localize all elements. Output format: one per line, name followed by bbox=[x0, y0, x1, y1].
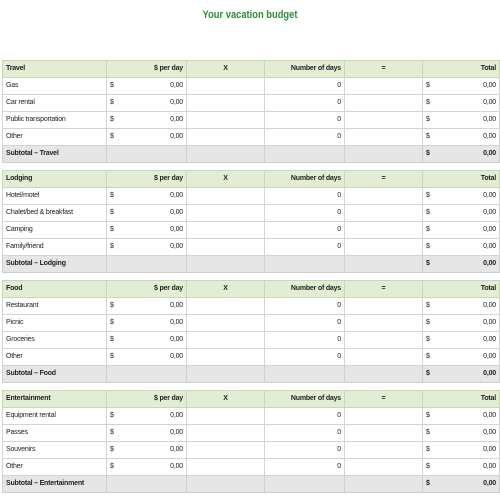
total-value: 0,00 bbox=[483, 226, 496, 233]
equals-header[interactable]: = bbox=[345, 61, 423, 78]
item-label-cell[interactable]: Car rental bbox=[3, 95, 107, 112]
currency-symbol: $ bbox=[426, 99, 430, 106]
subtotal-empty-cell[interactable] bbox=[265, 366, 345, 383]
total-value: 0,00 bbox=[483, 243, 496, 250]
per-day-value: 0,00 bbox=[170, 319, 183, 326]
per-day-cell[interactable] bbox=[107, 95, 187, 112]
times-cell[interactable] bbox=[187, 459, 265, 476]
equals-cell[interactable] bbox=[345, 425, 423, 442]
times-cell[interactable] bbox=[187, 408, 265, 425]
total-header[interactable]: Total bbox=[423, 391, 500, 408]
currency-symbol: $ bbox=[110, 116, 114, 123]
total-cell[interactable] bbox=[423, 425, 500, 442]
table-row bbox=[3, 408, 500, 425]
currency-symbol: $ bbox=[110, 319, 114, 326]
subtotal-empty-cell[interactable] bbox=[187, 476, 265, 493]
per-day-value: 0,00 bbox=[170, 302, 183, 309]
per-day-value: 0,00 bbox=[170, 446, 183, 453]
times-cell[interactable] bbox=[187, 425, 265, 442]
currency-symbol: $ bbox=[110, 209, 114, 216]
currency-symbol: $ bbox=[426, 302, 430, 309]
table-row bbox=[3, 95, 500, 112]
table-row bbox=[3, 315, 500, 332]
currency-symbol: $ bbox=[426, 192, 430, 199]
days-cell[interactable]: 0 bbox=[265, 205, 345, 222]
currency-symbol: $ bbox=[110, 243, 114, 250]
days-header[interactable]: Number of days bbox=[265, 171, 345, 188]
subtotal-value: 0,00 bbox=[483, 480, 496, 487]
per-day-cell[interactable] bbox=[107, 315, 187, 332]
days-cell[interactable]: 0 bbox=[265, 425, 345, 442]
days-header[interactable]: Number of days bbox=[265, 391, 345, 408]
currency-symbol: $ bbox=[110, 336, 114, 343]
equals-cell[interactable] bbox=[345, 442, 423, 459]
per-day-value: 0,00 bbox=[170, 226, 183, 233]
section-header-row bbox=[3, 171, 500, 188]
times-cell[interactable] bbox=[187, 315, 265, 332]
per-day-value: 0,00 bbox=[170, 133, 183, 140]
subtotal-empty-cell[interactable] bbox=[187, 256, 265, 273]
currency-symbol: $ bbox=[426, 446, 430, 453]
table-row bbox=[3, 239, 500, 256]
times-cell[interactable] bbox=[187, 332, 265, 349]
days-header[interactable]: Number of days bbox=[265, 61, 345, 78]
currency-symbol: $ bbox=[110, 446, 114, 453]
item-label-cell[interactable]: Restaurant bbox=[3, 298, 107, 315]
subtotal-empty-cell[interactable] bbox=[265, 256, 345, 273]
currency-symbol: $ bbox=[110, 99, 114, 106]
subtotal-empty-cell[interactable] bbox=[345, 256, 423, 273]
per-day-cell[interactable] bbox=[107, 78, 187, 95]
currency-symbol: $ bbox=[110, 429, 114, 436]
subtotal-empty-cell[interactable] bbox=[265, 476, 345, 493]
table-row bbox=[3, 188, 500, 205]
equals-cell[interactable] bbox=[345, 459, 423, 476]
section-spacer bbox=[3, 163, 500, 171]
equals-cell[interactable] bbox=[345, 95, 423, 112]
table-row bbox=[3, 205, 500, 222]
budget-table bbox=[2, 60, 500, 493]
subtotal-cell[interactable] bbox=[423, 256, 500, 273]
equals-header[interactable]: = bbox=[345, 391, 423, 408]
per-day-value: 0,00 bbox=[170, 412, 183, 419]
total-value: 0,00 bbox=[483, 302, 496, 309]
item-label-cell[interactable]: Passes bbox=[3, 425, 107, 442]
currency-symbol: $ bbox=[426, 116, 430, 123]
currency-symbol: $ bbox=[426, 133, 430, 140]
subtotal-empty-cell[interactable] bbox=[345, 476, 423, 493]
per-day-cell[interactable] bbox=[107, 349, 187, 366]
days-cell[interactable]: 0 bbox=[265, 78, 345, 95]
per-day-cell[interactable] bbox=[107, 459, 187, 476]
section-header-row bbox=[3, 391, 500, 408]
per-day-header[interactable]: $ per day bbox=[107, 171, 187, 188]
days-cell[interactable]: 0 bbox=[265, 222, 345, 239]
total-value: 0,00 bbox=[483, 209, 496, 216]
days-cell[interactable]: 0 bbox=[265, 112, 345, 129]
subtotal-label[interactable]: Subtotal – Travel bbox=[3, 146, 107, 163]
section-name[interactable]: Lodging bbox=[3, 171, 107, 188]
days-cell[interactable]: 0 bbox=[265, 332, 345, 349]
section-header-row bbox=[3, 61, 500, 78]
days-header[interactable]: Number of days bbox=[265, 281, 345, 298]
table-row bbox=[3, 349, 500, 366]
spacer-cell bbox=[3, 273, 500, 281]
per-day-value: 0,00 bbox=[170, 429, 183, 436]
subtotal-row bbox=[3, 256, 500, 273]
times-cell[interactable] bbox=[187, 78, 265, 95]
total-value: 0,00 bbox=[483, 319, 496, 326]
equals-cell[interactable] bbox=[345, 112, 423, 129]
subtotal-empty-cell[interactable] bbox=[107, 146, 187, 163]
per-day-cell[interactable] bbox=[107, 408, 187, 425]
subtotal-label[interactable]: Subtotal – Food bbox=[3, 366, 107, 383]
subtotal-label[interactable]: Subtotal – Lodging bbox=[3, 256, 107, 273]
total-cell[interactable] bbox=[423, 112, 500, 129]
spacer-cell bbox=[3, 383, 500, 391]
total-cell[interactable] bbox=[423, 349, 500, 366]
table-row bbox=[3, 332, 500, 349]
currency-symbol: $ bbox=[426, 260, 430, 267]
section-header-row bbox=[3, 281, 500, 298]
days-cell[interactable]: 0 bbox=[265, 442, 345, 459]
total-cell[interactable] bbox=[423, 222, 500, 239]
subtotal-cell[interactable] bbox=[423, 146, 500, 163]
table-row bbox=[3, 129, 500, 146]
item-label-cell[interactable]: Souvenirs bbox=[3, 442, 107, 459]
subtotal-empty-cell[interactable] bbox=[187, 146, 265, 163]
equals-cell[interactable] bbox=[345, 188, 423, 205]
table-row bbox=[3, 425, 500, 442]
equals-cell[interactable] bbox=[345, 315, 423, 332]
section-name[interactable]: Entertainment bbox=[3, 391, 107, 408]
per-day-cell[interactable] bbox=[107, 442, 187, 459]
days-cell[interactable]: 0 bbox=[265, 459, 345, 476]
equals-cell[interactable] bbox=[345, 298, 423, 315]
per-day-header[interactable]: $ per day bbox=[107, 61, 187, 78]
per-day-value: 0,00 bbox=[170, 209, 183, 216]
subtotal-label[interactable]: Subtotal – Entertainment bbox=[3, 476, 107, 493]
times-cell[interactable] bbox=[187, 442, 265, 459]
total-value: 0,00 bbox=[483, 116, 496, 123]
equals-header[interactable]: = bbox=[345, 281, 423, 298]
total-header[interactable]: Total bbox=[423, 171, 500, 188]
total-cell[interactable] bbox=[423, 459, 500, 476]
currency-symbol: $ bbox=[110, 192, 114, 199]
total-cell[interactable] bbox=[423, 239, 500, 256]
subtotal-value: 0,00 bbox=[483, 260, 496, 267]
currency-symbol: $ bbox=[110, 412, 114, 419]
per-day-cell[interactable] bbox=[107, 129, 187, 146]
times-cell[interactable] bbox=[187, 239, 265, 256]
times-cell[interactable] bbox=[187, 188, 265, 205]
currency-symbol: $ bbox=[426, 353, 430, 360]
item-label-cell[interactable]: Camping bbox=[3, 222, 107, 239]
total-header[interactable]: Total bbox=[423, 281, 500, 298]
item-label-cell[interactable]: Family/friend bbox=[3, 239, 107, 256]
item-label-cell[interactable]: Picnic bbox=[3, 315, 107, 332]
times-header[interactable]: X bbox=[187, 171, 265, 188]
per-day-value: 0,00 bbox=[170, 353, 183, 360]
per-day-header[interactable]: $ per day bbox=[107, 281, 187, 298]
per-day-value: 0,00 bbox=[170, 463, 183, 470]
currency-symbol: $ bbox=[426, 209, 430, 216]
per-day-cell[interactable] bbox=[107, 425, 187, 442]
times-cell[interactable] bbox=[187, 222, 265, 239]
times-cell[interactable] bbox=[187, 298, 265, 315]
table-row bbox=[3, 298, 500, 315]
days-cell[interactable]: 0 bbox=[265, 349, 345, 366]
item-label-cell[interactable]: Hotel/motel bbox=[3, 188, 107, 205]
equals-cell[interactable] bbox=[345, 205, 423, 222]
item-label-cell[interactable]: Groceries bbox=[3, 332, 107, 349]
equals-cell[interactable] bbox=[345, 129, 423, 146]
days-cell[interactable]: 0 bbox=[265, 129, 345, 146]
equals-cell[interactable] bbox=[345, 349, 423, 366]
per-day-value: 0,00 bbox=[170, 243, 183, 250]
times-header[interactable]: X bbox=[187, 281, 265, 298]
currency-symbol: $ bbox=[110, 463, 114, 470]
equals-cell[interactable] bbox=[345, 78, 423, 95]
subtotal-empty-cell[interactable] bbox=[345, 366, 423, 383]
currency-symbol: $ bbox=[426, 336, 430, 343]
equals-cell[interactable] bbox=[345, 239, 423, 256]
per-day-header[interactable]: $ per day bbox=[107, 391, 187, 408]
per-day-cell[interactable] bbox=[107, 112, 187, 129]
subtotal-empty-cell[interactable] bbox=[107, 366, 187, 383]
per-day-cell[interactable] bbox=[107, 205, 187, 222]
times-header[interactable]: X bbox=[187, 61, 265, 78]
per-day-cell[interactable] bbox=[107, 188, 187, 205]
subtotal-empty-cell[interactable] bbox=[107, 476, 187, 493]
item-label-cell[interactable]: Public transportation bbox=[3, 112, 107, 129]
subtotal-value: 0,00 bbox=[483, 150, 496, 157]
days-cell[interactable]: 0 bbox=[265, 188, 345, 205]
table-row bbox=[3, 222, 500, 239]
total-cell[interactable] bbox=[423, 408, 500, 425]
item-label-cell[interactable]: Chalet/bed & breakfast bbox=[3, 205, 107, 222]
subtotal-empty-cell[interactable] bbox=[345, 146, 423, 163]
total-value: 0,00 bbox=[483, 429, 496, 436]
currency-symbol: $ bbox=[110, 302, 114, 309]
total-value: 0,00 bbox=[483, 336, 496, 343]
per-day-value: 0,00 bbox=[170, 116, 183, 123]
total-cell[interactable] bbox=[423, 332, 500, 349]
per-day-cell[interactable] bbox=[107, 298, 187, 315]
section-spacer bbox=[3, 273, 500, 281]
total-cell[interactable] bbox=[423, 205, 500, 222]
total-value: 0,00 bbox=[483, 353, 496, 360]
currency-symbol: $ bbox=[426, 412, 430, 419]
times-cell[interactable] bbox=[187, 95, 265, 112]
currency-symbol: $ bbox=[110, 226, 114, 233]
currency-symbol: $ bbox=[426, 243, 430, 250]
currency-symbol: $ bbox=[426, 370, 430, 377]
per-day-value: 0,00 bbox=[170, 82, 183, 89]
total-value: 0,00 bbox=[483, 412, 496, 419]
total-header[interactable]: Total bbox=[423, 61, 500, 78]
item-label-cell[interactable]: Gas bbox=[3, 78, 107, 95]
subtotal-row bbox=[3, 146, 500, 163]
total-cell[interactable] bbox=[423, 129, 500, 146]
total-cell[interactable] bbox=[423, 188, 500, 205]
page-title: Your vacation budget bbox=[202, 9, 298, 21]
item-label-cell[interactable]: Other bbox=[3, 349, 107, 366]
total-value: 0,00 bbox=[483, 446, 496, 453]
total-value: 0,00 bbox=[483, 463, 496, 470]
table-row bbox=[3, 78, 500, 95]
days-cell[interactable]: 0 bbox=[265, 315, 345, 332]
subtotal-empty-cell[interactable] bbox=[187, 366, 265, 383]
times-cell[interactable] bbox=[187, 205, 265, 222]
total-cell[interactable] bbox=[423, 298, 500, 315]
total-cell[interactable] bbox=[423, 78, 500, 95]
total-cell[interactable] bbox=[423, 442, 500, 459]
section-name[interactable]: Travel bbox=[3, 61, 107, 78]
subtotal-cell[interactable] bbox=[423, 366, 500, 383]
per-day-cell[interactable] bbox=[107, 239, 187, 256]
currency-symbol: $ bbox=[426, 463, 430, 470]
per-day-value: 0,00 bbox=[170, 192, 183, 199]
total-value: 0,00 bbox=[483, 133, 496, 140]
currency-symbol: $ bbox=[426, 319, 430, 326]
times-cell[interactable] bbox=[187, 112, 265, 129]
table-row bbox=[3, 442, 500, 459]
currency-symbol: $ bbox=[426, 480, 430, 487]
spacer-cell bbox=[3, 163, 500, 171]
subtotal-row bbox=[3, 476, 500, 493]
days-cell[interactable]: 0 bbox=[265, 298, 345, 315]
currency-symbol: $ bbox=[426, 82, 430, 89]
total-cell[interactable] bbox=[423, 95, 500, 112]
item-label-cell[interactable]: Equipment rental bbox=[3, 408, 107, 425]
per-day-value: 0,00 bbox=[170, 99, 183, 106]
subtotal-cell[interactable] bbox=[423, 476, 500, 493]
subtotal-empty-cell[interactable] bbox=[265, 146, 345, 163]
equals-cell[interactable] bbox=[345, 408, 423, 425]
equals-cell[interactable] bbox=[345, 222, 423, 239]
currency-symbol: $ bbox=[426, 429, 430, 436]
days-cell[interactable]: 0 bbox=[265, 408, 345, 425]
currency-symbol: $ bbox=[110, 82, 114, 89]
currency-symbol: $ bbox=[426, 150, 430, 157]
table-row bbox=[3, 112, 500, 129]
currency-symbol: $ bbox=[110, 133, 114, 140]
days-cell[interactable]: 0 bbox=[265, 95, 345, 112]
currency-symbol: $ bbox=[110, 353, 114, 360]
equals-cell[interactable] bbox=[345, 332, 423, 349]
total-cell[interactable] bbox=[423, 315, 500, 332]
budget-sheet bbox=[2, 60, 499, 493]
item-label-cell[interactable]: Other bbox=[3, 459, 107, 476]
subtotal-row bbox=[3, 366, 500, 383]
table-row bbox=[3, 459, 500, 476]
subtotal-empty-cell[interactable] bbox=[107, 256, 187, 273]
section-spacer bbox=[3, 383, 500, 391]
item-label-cell[interactable]: Other bbox=[3, 129, 107, 146]
times-cell[interactable] bbox=[187, 349, 265, 366]
total-value: 0,00 bbox=[483, 82, 496, 89]
per-day-cell[interactable] bbox=[107, 332, 187, 349]
times-header[interactable]: X bbox=[187, 391, 265, 408]
per-day-value: 0,00 bbox=[170, 336, 183, 343]
subtotal-value: 0,00 bbox=[483, 370, 496, 377]
currency-symbol: $ bbox=[426, 226, 430, 233]
times-cell[interactable] bbox=[187, 129, 265, 146]
total-value: 0,00 bbox=[483, 99, 496, 106]
equals-header[interactable]: = bbox=[345, 171, 423, 188]
total-value: 0,00 bbox=[483, 192, 496, 199]
section-name[interactable]: Food bbox=[3, 281, 107, 298]
days-cell[interactable]: 0 bbox=[265, 239, 345, 256]
per-day-cell[interactable] bbox=[107, 222, 187, 239]
